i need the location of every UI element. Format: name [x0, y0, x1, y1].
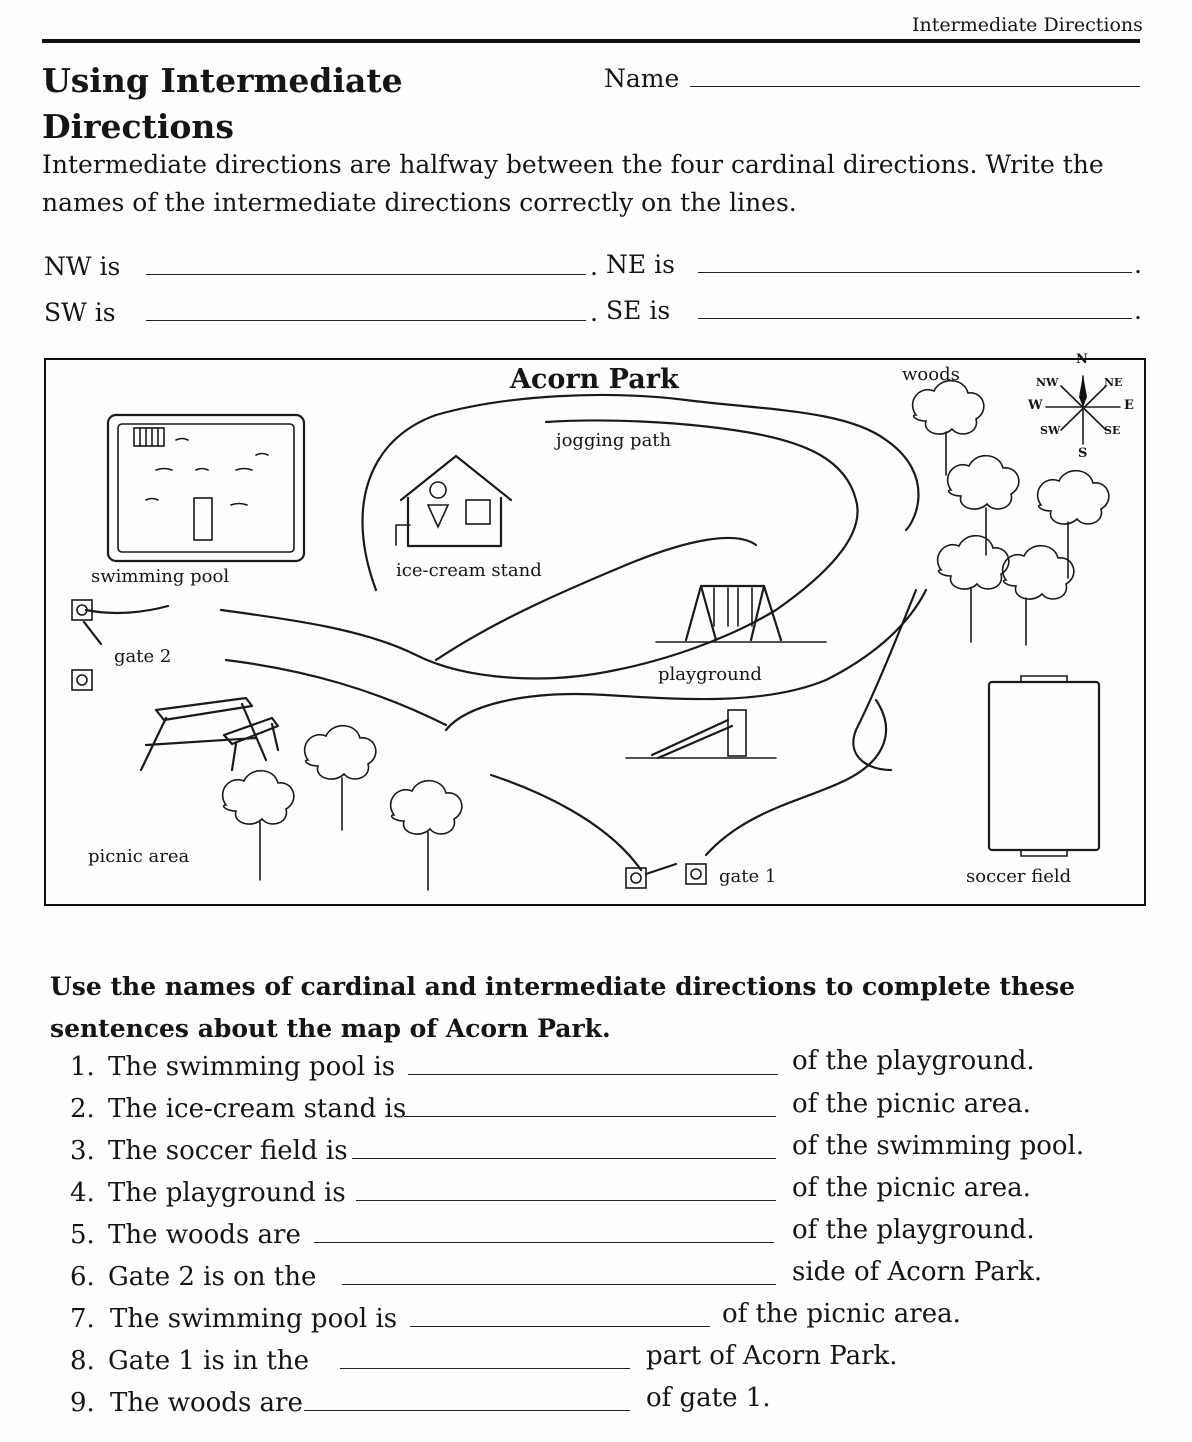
name-label: Name: [604, 64, 680, 93]
compass-e: E: [1124, 398, 1134, 413]
swing-set-icon: [656, 586, 826, 642]
picnic-area-label: picnic area: [88, 846, 190, 867]
jogging-path-inner: [221, 420, 858, 678]
compass-s: S: [1078, 446, 1088, 461]
gate2-icon: [72, 600, 101, 690]
q6-answer-line[interactable]: [342, 1284, 776, 1285]
map-title: Acorn Park: [510, 364, 679, 395]
q7-after: of the picnic area.: [722, 1299, 961, 1329]
se-period: .: [1134, 296, 1142, 325]
se-label: SE is: [606, 296, 671, 325]
q6-after: side of Acorn Park.: [792, 1257, 1043, 1287]
q7-answer-line[interactable]: [410, 1326, 710, 1327]
slide-icon: [626, 710, 776, 758]
q4-answer-line[interactable]: [356, 1200, 776, 1201]
header-rule: [42, 39, 1140, 43]
q8-answer-line[interactable]: [340, 1368, 630, 1369]
ne-label: NE is: [606, 250, 675, 279]
gate1-label: gate 1: [719, 866, 777, 887]
q2-after: of the picnic area.: [792, 1089, 1031, 1119]
q7-text: The swimming pool is: [110, 1304, 398, 1334]
path-gate2-branch: [86, 606, 168, 613]
acorn-park-map: [44, 352, 1146, 906]
compass-se: SE: [1104, 424, 1121, 437]
q3-text: The soccer field is: [108, 1136, 348, 1166]
ice-cream-stand-label: ice-cream stand: [396, 560, 542, 581]
playground-label: playground: [658, 664, 762, 685]
sw-answer-line[interactable]: [146, 320, 586, 321]
q9-number: 9.: [70, 1388, 95, 1418]
woods-trees-icon: [913, 381, 1109, 645]
q6-text: Gate 2 is on the: [108, 1262, 317, 1292]
q2-number: 2.: [70, 1094, 95, 1124]
q6-number: 6.: [70, 1262, 95, 1292]
compass-nw: NW: [1036, 376, 1059, 389]
swimming-pool-icon: [108, 415, 304, 561]
q8-after: part of Acorn Park.: [646, 1341, 898, 1371]
name-field[interactable]: [690, 86, 1140, 87]
compass-ne: NE: [1104, 376, 1123, 389]
gate2-label: gate 2: [114, 646, 172, 667]
ne-answer-line[interactable]: [698, 272, 1132, 273]
soccer-field-icon: [989, 676, 1099, 856]
sw-period: .: [590, 298, 598, 327]
q5-text: The woods are: [108, 1220, 301, 1250]
gate1-icon: [626, 864, 706, 888]
questions-instructions-line2: sentences about the map of Acorn Park.: [50, 1014, 611, 1043]
page-title: [42, 58, 403, 150]
intro-line1: Intermediate directions are halfway between the four cardinal directions. Write the: [42, 150, 1104, 179]
q4-text: The playground is: [108, 1178, 346, 1208]
picnic-table-icon: [141, 698, 278, 770]
q8-text: Gate 1 is in the: [108, 1346, 310, 1376]
path-lower-loop: [446, 590, 926, 730]
q9-answer-line[interactable]: [304, 1410, 630, 1411]
compass-w: W: [1028, 398, 1043, 413]
q3-answer-line[interactable]: [352, 1158, 776, 1159]
q5-number: 5.: [70, 1220, 95, 1250]
soccer-field-label: soccer field: [966, 866, 1072, 887]
q1-number: 1.: [70, 1052, 95, 1082]
q9-text: The woods are: [110, 1388, 303, 1418]
q7-number: 7.: [70, 1304, 95, 1334]
q4-after: of the picnic area.: [792, 1173, 1031, 1203]
q4-number: 4.: [70, 1178, 95, 1208]
q1-after: of the playground.: [792, 1046, 1035, 1076]
q5-answer-line[interactable]: [314, 1242, 774, 1243]
jogging-path-label: jogging path: [556, 430, 672, 451]
nw-period: .: [590, 252, 598, 281]
q9-after: of gate 1.: [646, 1383, 771, 1413]
sw-label: SW is: [44, 298, 116, 327]
q8-number: 8.: [70, 1346, 95, 1376]
q5-after: of the playground.: [792, 1215, 1035, 1245]
woods-label: woods: [902, 364, 960, 385]
nw-label: NW is: [44, 252, 121, 281]
se-answer-line[interactable]: [698, 318, 1132, 319]
q1-text: The swimming pool is: [108, 1052, 396, 1082]
page-title-line1: Using Intermediate: [42, 61, 403, 100]
q2-answer-line[interactable]: [404, 1116, 776, 1117]
questions-instructions-line1: Use the names of cardinal and intermediate directions to complete these: [50, 972, 1076, 1001]
running-header: Intermediate Directions: [912, 14, 1143, 36]
ne-period: .: [1134, 250, 1142, 279]
ice-cream-stand-icon: [396, 456, 511, 546]
picnic-trees-icon: [223, 726, 462, 890]
intro-text: [42, 146, 1152, 222]
path-picnic-curve: [226, 660, 446, 725]
q2-text: The ice-cream stand is: [108, 1094, 407, 1124]
q3-number: 3.: [70, 1136, 95, 1166]
page-title-line2: Directions: [42, 107, 234, 146]
intro-line2: names of the intermediate directions correctly on the lines.: [42, 188, 797, 217]
q1-answer-line[interactable]: [408, 1074, 778, 1075]
questions-instructions: [50, 966, 1160, 1050]
nw-answer-line[interactable]: [146, 274, 586, 275]
path-to-gate1-left: [491, 775, 641, 870]
compass-sw: SW: [1040, 424, 1061, 437]
compass-n: N: [1076, 352, 1088, 367]
q3-after: of the swimming pool.: [792, 1131, 1085, 1161]
swimming-pool-label: swimming pool: [91, 566, 230, 587]
